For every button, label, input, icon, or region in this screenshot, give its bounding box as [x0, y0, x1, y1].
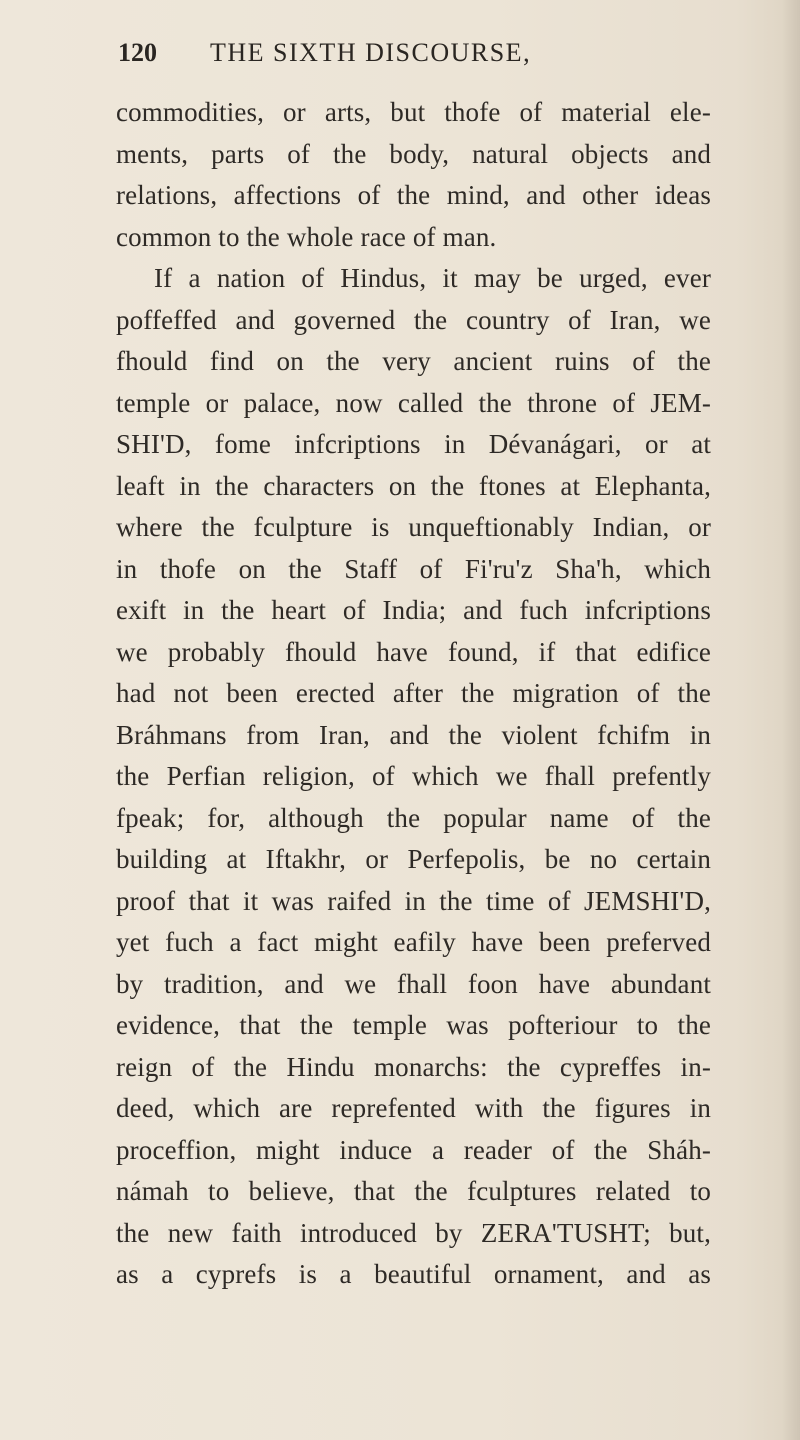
body-text	[116, 92, 711, 1296]
page-number: 120	[118, 38, 157, 67]
text-line: poffeffed and governed the country of Iran, we	[116, 304, 711, 335]
text-line: in thofe on the Staff of Fi'ru'z Sha'h, which	[116, 553, 711, 584]
text-line: reign of the Hindu monarchs: the cypreffes in-	[116, 1051, 711, 1082]
text-line: temple or palace, now called the throne of JEM-	[116, 387, 711, 418]
text-line: ments, parts of the body, natural objects and	[116, 138, 711, 169]
text-line: the Perfian religion, of which we fhall prefently	[116, 761, 711, 791]
running-head: THE SIXTH DISCOURSE,	[210, 38, 532, 67]
text-line: the new faith introduced by ZERA'TUSHT; but,	[116, 1217, 711, 1248]
text-line: exift in the heart of India; and fuch infcriptions	[116, 595, 711, 625]
text-line: where the fculpture is unqueftionably Indian, or	[116, 512, 711, 542]
text-line: námah to believe, that the fculptures related to	[116, 1176, 711, 1206]
text-line: yet fuch a fact might eafily have been preferved	[116, 927, 711, 957]
text-line: deed, which are reprefented with the figures in	[116, 1093, 711, 1123]
text-line: fhould find on the very ancient ruins of the	[116, 346, 711, 376]
text-line: proceffion, might induce a reader of the Sháh-	[116, 1134, 711, 1165]
text-line: proof that it was raifed in the time of JEMSHI'D,	[116, 885, 711, 916]
text-line: had not been erected after the migration of the	[116, 678, 711, 708]
text-line: we probably fhould have found, if that edifice	[116, 636, 711, 667]
page-edge-shadow	[782, 0, 800, 1440]
text-line: by tradition, and we fhall foon have abundant	[116, 968, 711, 999]
text-line: fpeak; for, although the popular name of the	[116, 802, 711, 833]
text-line: evidence, that the temple was pofteriour to the	[116, 1010, 711, 1040]
text-line: building at Iftakhr, or Perfepolis, be no certain	[116, 844, 711, 874]
text-line: commodities, or arts, but thofe of material ele-	[116, 97, 711, 127]
text-line: Bráhmans from Iran, and the violent fchifm in	[116, 719, 711, 750]
text-line: relations, affections of the mind, and other ideas	[116, 180, 711, 210]
text-line: leaft in the characters on the ftones at Elephanta,	[116, 470, 711, 501]
text-line: common to the whole race of man.	[116, 221, 497, 252]
text-line: as a cyprefs is a beautiful ornament, and as	[116, 1259, 711, 1289]
page-header	[100, 24, 700, 74]
text-line: If a nation of Hindus, it may be urged, ever	[154, 263, 711, 293]
text-line: SHI'D, fome infcriptions in Dévanágari, or at	[116, 429, 711, 459]
